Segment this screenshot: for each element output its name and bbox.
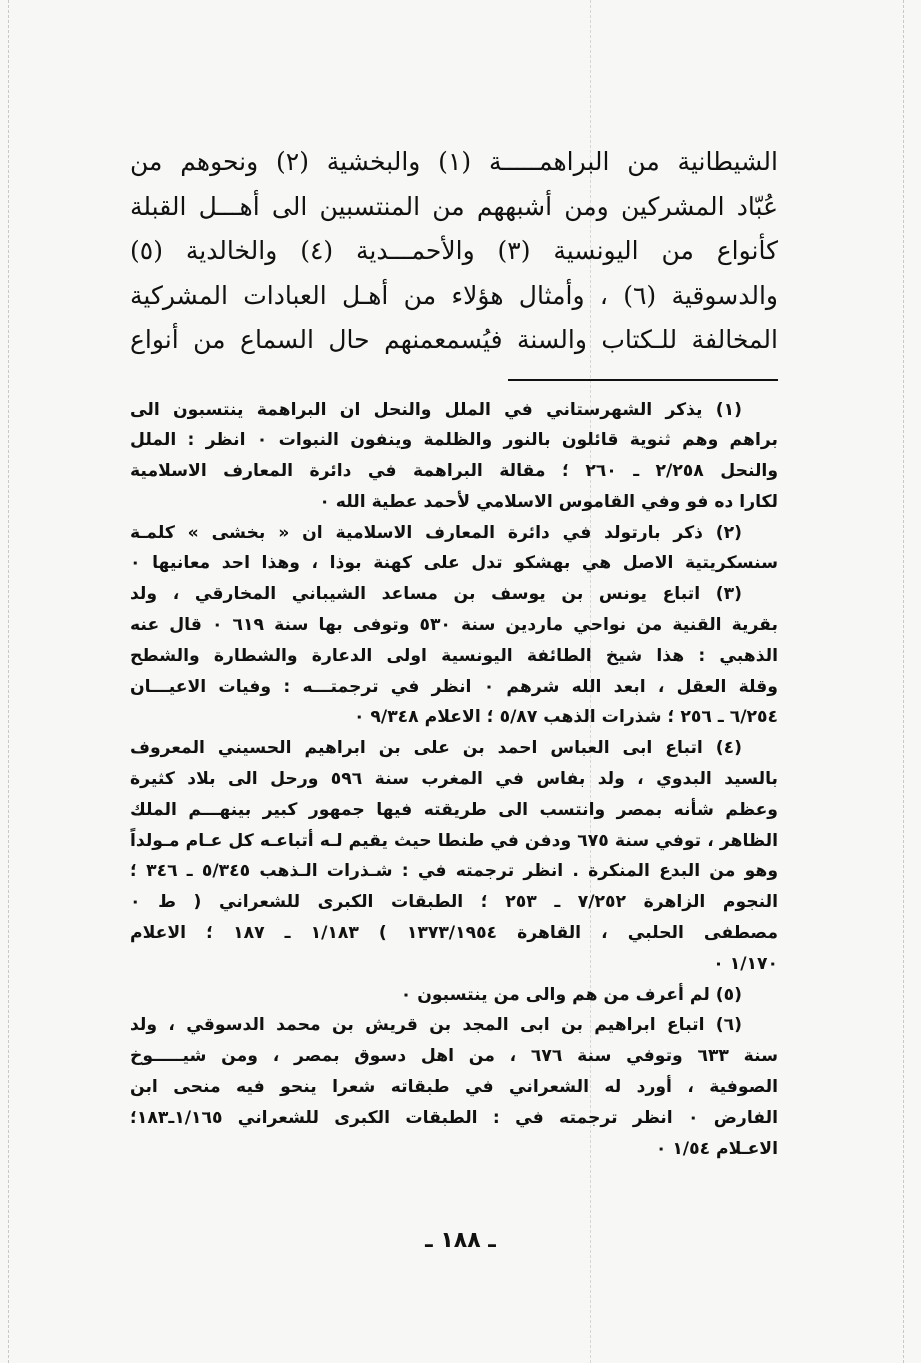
footnotes <box>130 395 778 1165</box>
footnote-line: الظاهر ، توفي سنة ٦٧٥ ودفن في طنطا حيث يقيم لـه أتباعـه كل عـام مـولداً <box>130 830 778 851</box>
footnote-line: سنسكريتية الاصل هي بهشكو تدل على كهنة بوذا ، وهذا احد معانيها ٠ <box>130 553 778 574</box>
footnote-line: وقلة العقل ، ابعد الله شرهم ٠ انظر في ترجمتـــه : وفيات الاعيـــان <box>130 676 778 697</box>
footnote-line: بقرية القنية من نواحي ماردين سنة ٥٣٠ وتوفى بها سنة ٦١٩ ٠ قال عنه <box>130 615 778 636</box>
footnote-separator <box>508 379 778 381</box>
page-number: ـ ١٨٨ ـ <box>425 1228 496 1253</box>
footnote-line: (١) يذكر الشهرستاني في الملل والنحل ان البراهمة ينتسبون الى <box>130 399 742 420</box>
footnote-line: الذهبي : هذا شيخ الطائفة اليونسية اولى الدعارة والشطارة والشطح <box>130 645 778 666</box>
footnote-line: لكارا ده فو وفي القاموس الاسلامي لأحمد عطية الله ٠ <box>319 491 778 512</box>
footnote-line: ٦/٢٥٤ ـ ٢٥٦ ؛ شذرات الذهب ٥/٨٧ ؛ الاعلام ٩/٣٤٨ ٠ <box>353 707 778 728</box>
footnote-line: النجوم الزاهرة ٧/٢٥٢ ـ ٢٥٣ ؛ الطبقات الكبرى للشعراني ( ط ٠ <box>130 892 778 913</box>
footnote-line: براهم وهم ثنوية قائلون بالنور والظلمة وينفون النبوات ٠ انظر : الملل <box>130 430 778 451</box>
main-text-line: كأنواع من اليونسية (٣) والأحمـــدية (٤) والخالدية (٥) <box>130 236 778 265</box>
footnote-line: وهو من البدع المنكرة . انظر ترجمته في : شـذرات الـذهب ٥/٣٤٥ ـ ٣٤٦ ؛ <box>130 861 778 882</box>
main-text-line: الشيطانية من البراهمـــــة (١) والبخشية (٢) ونحوهم من <box>130 147 778 176</box>
book-page <box>130 140 778 1164</box>
footnote-line: (٣) اتباع يونس بن يوسف بن مساعد الشيباني المخارقي ، ولد <box>130 584 742 605</box>
scan-fold-line <box>903 0 904 1363</box>
footnote-line: الفارض ٠ انظر ترجمته في : الطبقات الكبرى للشعراني ١/١٦٥ـ١٨٣؛ <box>130 1107 778 1128</box>
footnote-line: ١/١٧٠ ٠ <box>713 953 778 974</box>
footnote-line: والنحل ٢/٢٥٨ ـ ٢٦٠ ؛ مقالة البراهمة في دائرة المعارف الاسلامية <box>130 461 778 482</box>
footnote-line: الصوفية ، أورد له الشعراني في طبقاته شعرا ينحو فيه منحى ابن <box>130 1077 778 1098</box>
footnote-line: وعظم شأنه بمصر وانتسب الى طريقته فيها جمهور كبير بينهـــم الملك <box>130 799 778 820</box>
scan-fold-line <box>8 0 9 1363</box>
footnote-line: سنة ٦٣٣ وتوفي سنة ٦٧٦ ، من اهل دسوق بمصر ، ومن شيـــــوخ <box>130 1046 778 1067</box>
main-text-line: المخالفة للـكتاب والسنة فيُسمعمنهم حال السماع من أنواع <box>130 325 778 354</box>
main-text-line: والدسوقية (٦) ، وأمثال هؤلاء من أهـل العبادات المشركية <box>130 280 778 310</box>
footnote-line: (٥) لم أعرف من هم والى من ينتسبون ٠ <box>400 984 742 1005</box>
footnote-line: (٢) ذكر بارتولد في دائرة المعارف الاسلامية ان « بخشى » كلمـة <box>130 522 742 543</box>
main-paragraph <box>130 140 778 363</box>
footnote-line: الاعـلام ١/٥٤ ٠ <box>655 1138 778 1159</box>
footnote-line: (٦) اتباع ابراهيم بن ابى المجد بن قريش بن محمد الدسوقي ، ولد <box>130 1015 742 1036</box>
footnote-line: (٤) اتباع ابى العباس احمد بن على بن ابراهيم الحسيني المعروف <box>130 738 742 759</box>
footnote-line: مصطفى الحلبي ، القاهرة ١٣٧٣/١٩٥٤ ) ١/١٨٣ ـ ١٨٧ ؛ الاعلام <box>130 923 778 944</box>
main-text-line: عُبّاد المشركين ومن أشبههم من المنتسبين الى أهـــل القبلة <box>130 191 778 221</box>
footnote-line: بالسيد البدوي ، ولد بفاس في المغرب سنة ٥٩٦ ورحل الى بلاد كثيرة <box>130 769 778 790</box>
